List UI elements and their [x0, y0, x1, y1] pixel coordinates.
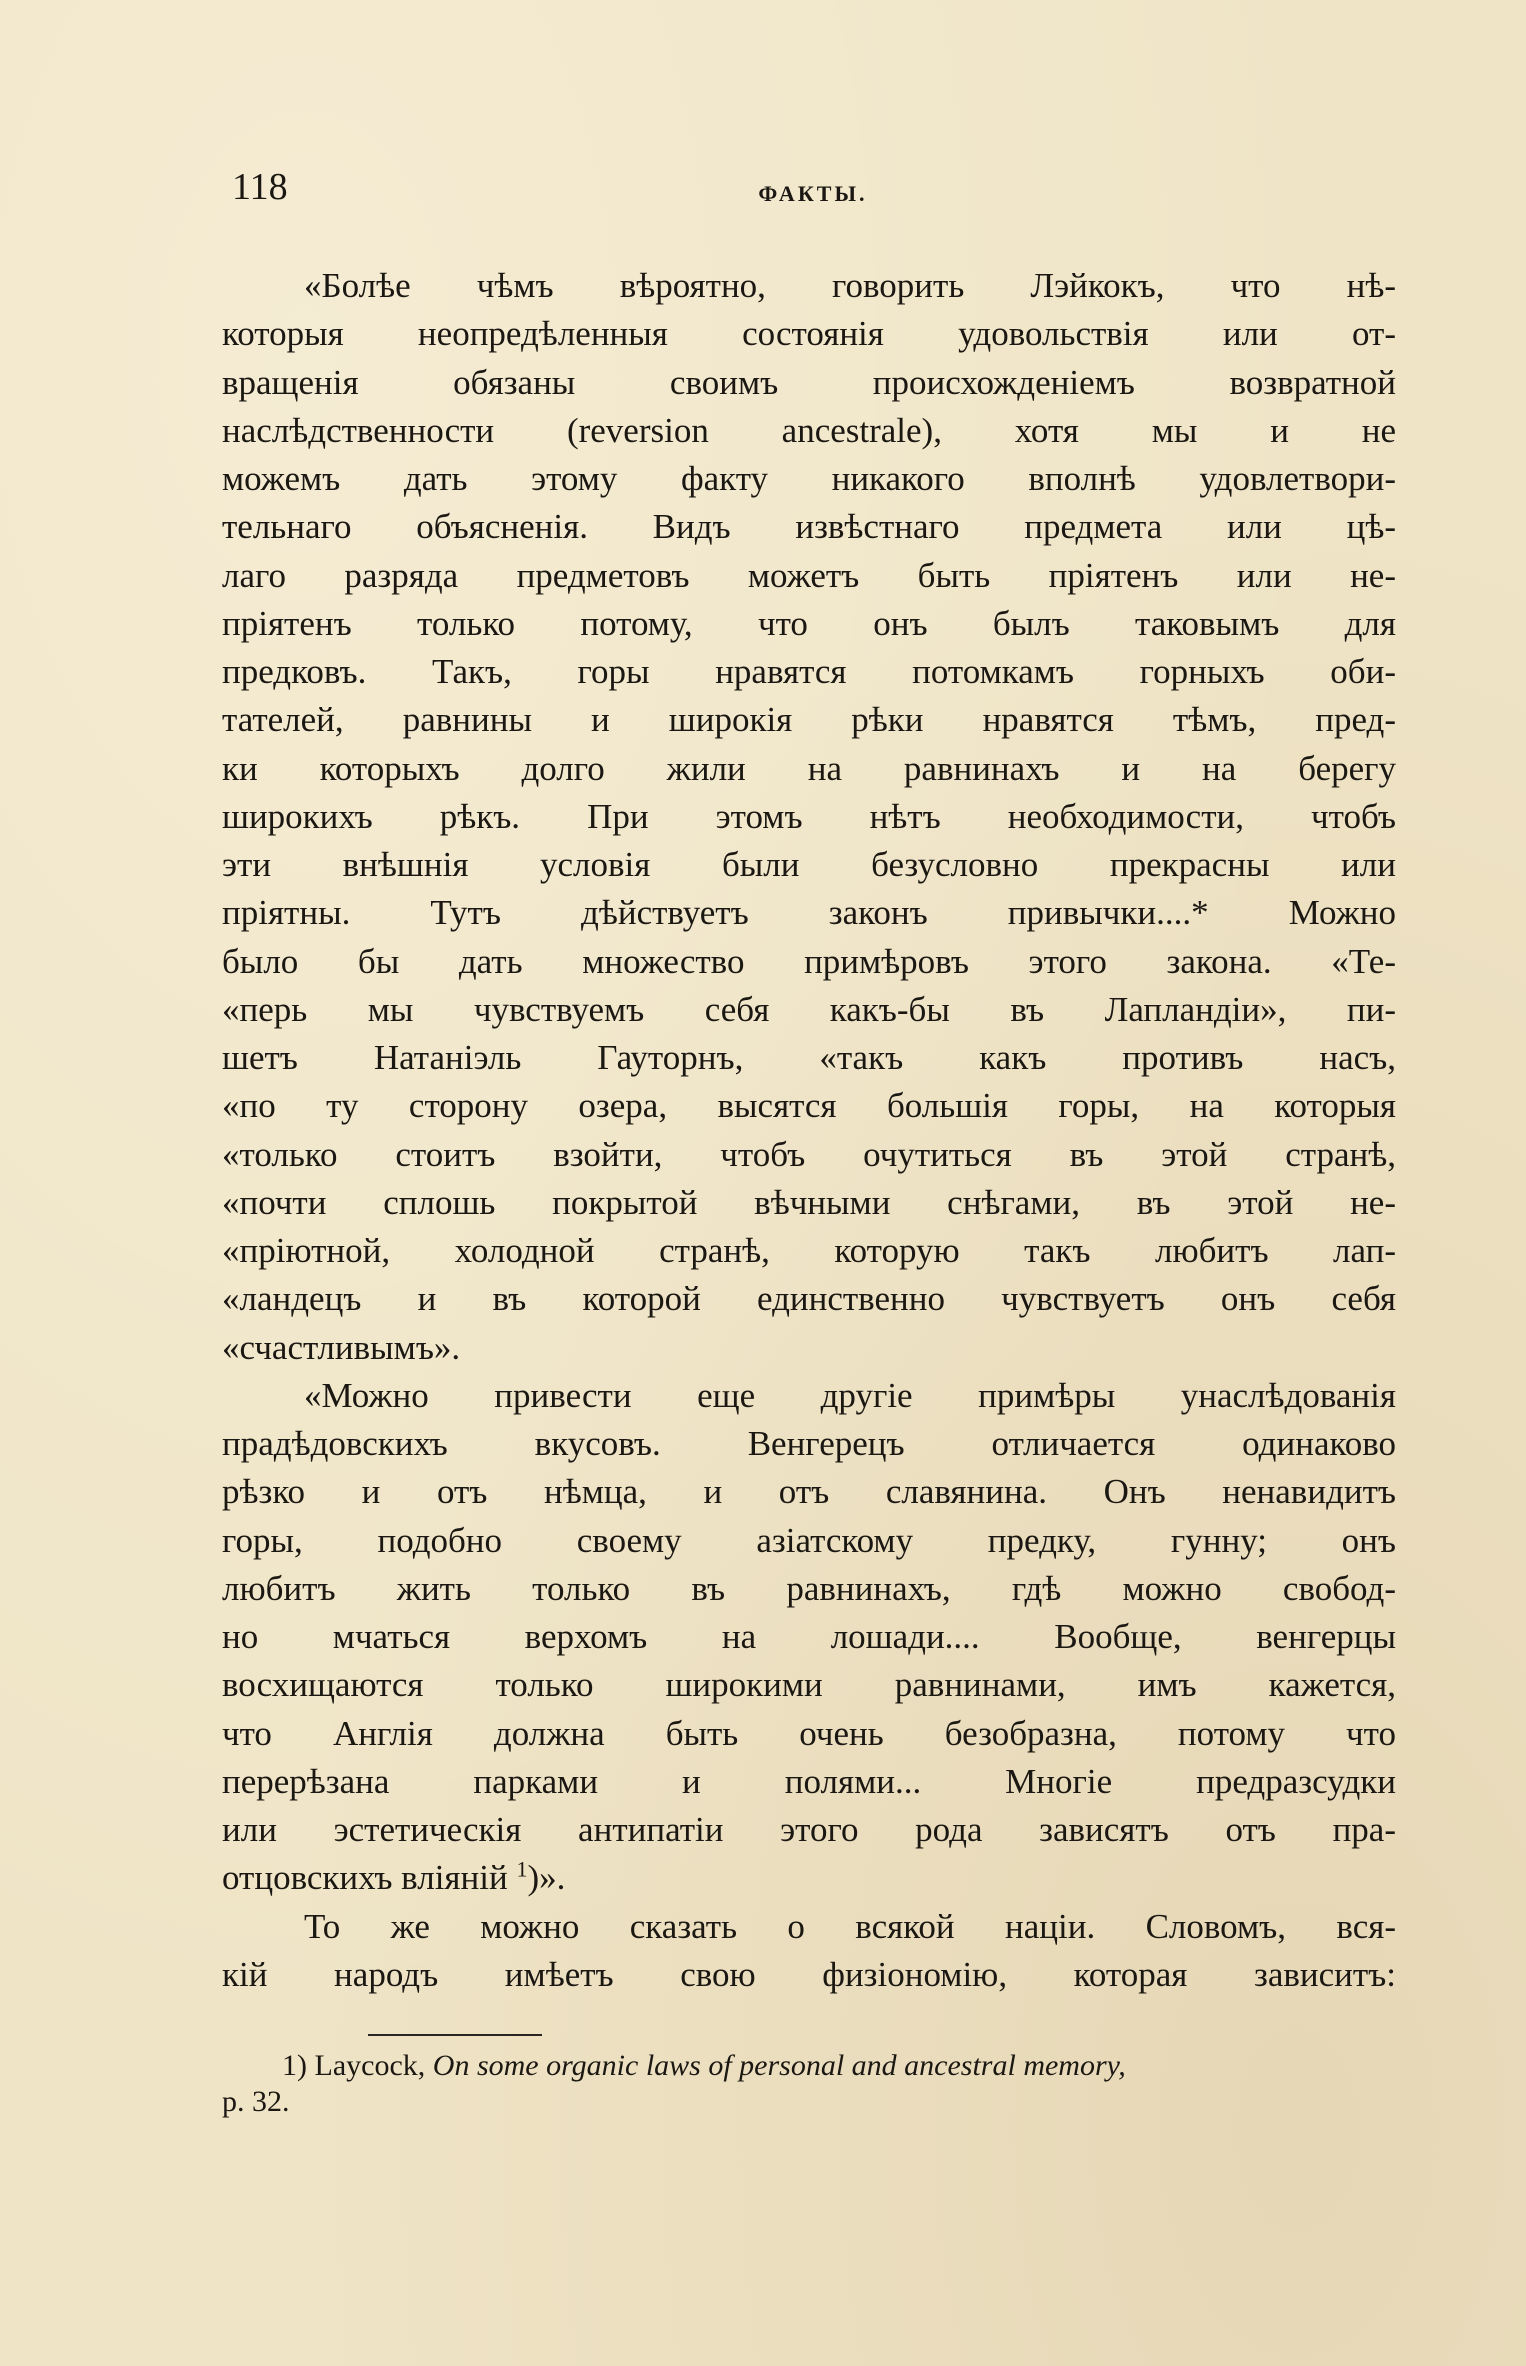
text-line: прадѣдовскихъ вкусовъ. Венгерецъ отличается одинаково [222, 1424, 1396, 1463]
text-line: пріятны. Тутъ дѣйствуетъ законъ привычки....* Можно [222, 893, 1396, 933]
text-line: вращенія обязаны своимъ происхожденіемъ возвратной [222, 362, 1396, 402]
text-line: кій народъ имѣетъ свою физіономію, которая зависитъ: [222, 1954, 1396, 1994]
footnote-reference[interactable]: 1 [516, 1856, 528, 1882]
text-line: наслѣдственности (reversion ancestrale), хотя мы и не [222, 410, 1396, 450]
text-line: тельнаго объясненія. Видъ извѣстнаго предмета или цѣ- [222, 507, 1396, 547]
text-line: тателей, равнины и широкія рѣки нравятся тѣмъ, пред- [222, 700, 1396, 740]
text-line-with-footnote-ref [222, 1854, 1396, 1902]
text-line: восхищаются только широкими равнинами, имъ кажется, [222, 1665, 1396, 1705]
text-line: То же можно сказать о всякой націи. Словомъ, вся- [304, 1906, 1396, 1946]
text-fragment: отцовскихъ вліяній [222, 1858, 508, 1898]
text-line: что Англія должна быть очень безобразна, потому что [222, 1713, 1396, 1753]
footnote-mark: 1) [282, 2049, 307, 2082]
text-line: рѣзко и отъ нѣмца, и отъ славянина. Онъ ненавидитъ [222, 1472, 1396, 1512]
text-line: можемъ дать этому факту никакого вполнѣ удовлетвори- [222, 459, 1396, 498]
text-fragment: )». [527, 1858, 566, 1898]
footnote-divider [368, 2034, 542, 2036]
footnote [222, 2048, 1396, 2120]
text-line: предковъ. Такъ, горы нравятся потомкамъ горныхъ оби- [222, 652, 1396, 691]
text-line: «по ту сторону озера, высятся большія горы, на которыя [222, 1086, 1396, 1126]
section-title: ФАКТЫ. [758, 181, 868, 206]
text-line: или эстетическія антипатіи этого рода зависятъ отъ пра- [222, 1810, 1396, 1849]
text-line: шетъ Натаніэль Гауторнъ, «такъ какъ противъ насъ, [222, 1038, 1396, 1077]
text-line: ки которыхъ долго жили на равнинахъ и на берегу [222, 748, 1396, 788]
text-line: горы, подобно своему азіатскому предку, гунну; онъ [222, 1520, 1396, 1560]
text-line: но мчаться верхомъ на лошади.... Вообще, венгерцы [222, 1617, 1396, 1656]
text-line: «пріютной, холодной странѣ, которую такъ любитъ лап- [222, 1231, 1396, 1270]
page-number: 118 [232, 166, 288, 208]
footnote-page: p. 32. [222, 2085, 290, 2118]
running-head [232, 165, 1394, 225]
text-line: «Болѣе чѣмъ вѣроятно, говорить Лэйкокъ, что нѣ- [304, 266, 1396, 305]
text-line: «перь мы чувствуемъ себя какъ-бы въ Лапландіи», пи- [222, 989, 1396, 1029]
text-line: широкихъ рѣкъ. При этомъ нѣтъ необходимости, чтобъ [222, 796, 1396, 836]
footnote-line [222, 2048, 1396, 2084]
footnote-work-title: On some organic laws of personal and ancestral memory, [432, 2049, 1126, 2082]
text-line: «счастливымъ». [222, 1327, 461, 1367]
text-line: «ландецъ и въ которой единственно чувствуетъ онъ себя [222, 1279, 1396, 1319]
text-line: «Можно привести еще другіе примѣры унаслѣдованія [304, 1375, 1396, 1415]
text-line: эти внѣшнія условія были безусловно прекрасны или [222, 845, 1396, 884]
footnote-author: Laycock, [314, 2049, 426, 2082]
text-line: «только стоитъ взойти, чтобъ очутиться въ этой странѣ, [222, 1134, 1396, 1174]
text-line: было бы дать множество примѣровъ этого закона. «Те- [222, 941, 1396, 981]
text-line: лаго разряда предметовъ можетъ быть пріятенъ или не- [222, 555, 1396, 595]
text-line: пріятенъ только потому, что онъ былъ таковымъ для [222, 603, 1396, 643]
body-text [222, 262, 1396, 1999]
text-line: которыя неопредѣленныя состоянія удовольствія или от- [222, 314, 1396, 354]
text-line: «почти сплошь покрытой вѣчными снѣгами, въ этой не- [222, 1182, 1396, 1222]
text-line: любитъ жить только въ равнинахъ, гдѣ можно свобод- [222, 1568, 1396, 1608]
text-line: перерѣзана парками и полями... Многіе предразсудки [222, 1761, 1396, 1801]
